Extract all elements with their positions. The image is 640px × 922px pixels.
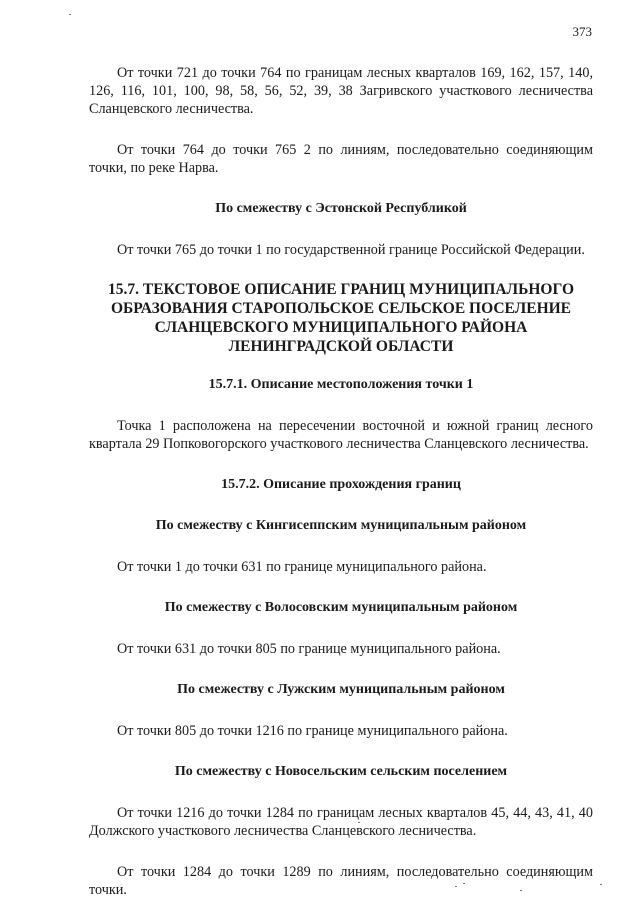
scan-speck [358,822,360,823]
paragraph-points-1216-1284: От точки 1216 до точки 1284 по границам лесных кварталов 45, 44, 43, 41, 40 Должского участкового лесничества Сланцевского лесничества. [89,805,593,839]
document-body [89,64,593,922]
section-title-line: ЛЕНИНГРАДСКОЙ ОБЛАСТИ [228,338,454,355]
scan-speck [463,883,465,884]
section-title-line: СЛАНЦЕВСКОГО МУНИЦИПАЛЬНОГО РАЙОНА [154,319,528,336]
paragraph-points-764-765: От точки 764 до точки 765 2 по линиям, последовательно соединяющим точки, по реке Нарва. [89,142,593,176]
section-title-line: 15.7. ТЕКСТОВОЕ ОПИСАНИЕ ГРАНИЦ МУНИЦИПАЛЬНОГО [107,281,574,298]
paragraph-points-765-1: От точки 765 до точки 1 по государственной границе Российской Федерации. [117,242,585,258]
paragraph-points-631-805: От точки 631 до точки 805 по границе муниципального района. [117,641,501,657]
heading-point-1-location: 15.7.1. Описание местоположения точки 1 [208,377,474,392]
paragraph-points-1284-1289: От точки 1284 до точки 1289 по линиям, последовательно соединяющим точки. [89,864,593,898]
section-title-line: ОБРАЗОВАНИЯ СТАРОПОЛЬСКОЕ СЕЛЬСКОЕ ПОСЕЛЕНИЕ [110,300,572,317]
heading-volosovo-district: По смежеству с Волосовским муниципальным районом [164,600,518,615]
page-number: 373 [572,24,592,39]
paragraph-points-721-764: От точки 721 до точки 764 по границам лесных кварталов 169, 162, 157, 140, 126, 116, 101, 100, 98, 58, 56, 52, 39, 38 Загривского участкового лесничества Сланцевского лесничества. [89,65,593,117]
section-title [89,280,593,356]
scan-speck [69,14,71,15]
scan-speck [520,890,522,891]
scan-speck [455,886,457,887]
paragraph-point-1-description: Точка 1 расположена на пересечении восточной и южной границ лесного квартала 29 Попковогорского участкового лесничества Сланцевского лесничества. [89,418,593,452]
scan-speck [600,884,602,885]
heading-boundary-description: 15.7.2. Описание прохождения границ [221,477,461,492]
paragraph-points-1-631: От точки 1 до точки 631 по границе муниципального района. [117,559,487,575]
paragraph-points-805-1216: От точки 805 до точки 1216 по границе муниципального района. [117,723,508,739]
heading-estonia-border: По смежеству с Эстонской Республикой [215,201,467,216]
heading-kingisepp-district: По смежеству с Кингисеппским муниципальным районом [155,518,527,533]
heading-luga-district: По смежеству с Лужским муниципальным районом [177,682,505,697]
heading-novoselskoe-settlement: По смежеству с Новосельским сельским поселением [174,764,508,779]
